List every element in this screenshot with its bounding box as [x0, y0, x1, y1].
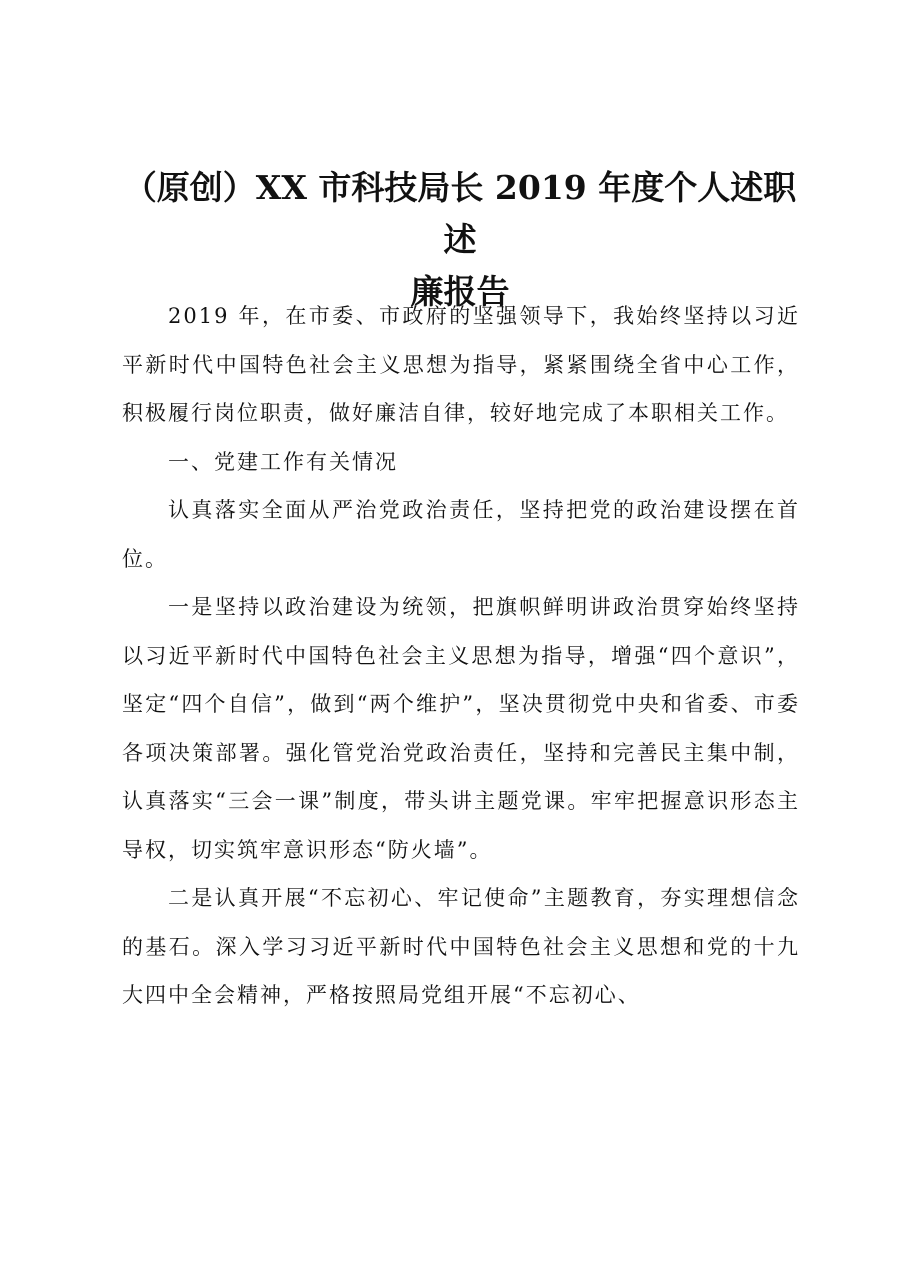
- document-body: [122, 292, 800, 1020]
- title-line-1: （原创）XX 市科技局长 2019 年度个人述职述: [123, 168, 797, 259]
- title-line-2: 廉报告: [410, 272, 510, 311]
- paragraph-point-two: 二是认真开展“不忘初心、牢记使命”主题教育，夯实理想信念的基石。深入学习习近平新时代中国特色社会主义思想和党的十九大四中全会精神，严格按照局党组开展“不忘初心、: [122, 886, 800, 1007]
- section-heading-party-building: 一、党建工作有关情况: [168, 449, 398, 474]
- paragraph-point-one: 一是坚持以政治建设为统领，把旗帜鲜明讲政治贯穿始终坚持以习近平新时代中国特色社会主义思想为指导，增强“四个意识”，坚定“四个自信”，做到“两个维护”，坚决贯彻党中央和省委、市委各项决策部署。强化管党治党政治责任，坚持和完善民主集中制，认真落实“三会一课”制度，带头讲主题党课。牢牢把握意识形态主导权，切实筑牢意识形态“防火墙”。: [122, 595, 800, 862]
- paragraph-intro: 2019 年，在市委、市政府的坚强领导下，我始终坚持以习近平新时代中国特色社会主义思想为指导，紧紧围绕全省中心工作，积极履行岗位职责，做好廉洁自律，较好地完成了本职相关工作。: [122, 304, 800, 425]
- paragraph-party-responsibility: 认真落实全面从严治党政治责任，坚持把党的政治建设摆在首位。: [122, 498, 800, 571]
